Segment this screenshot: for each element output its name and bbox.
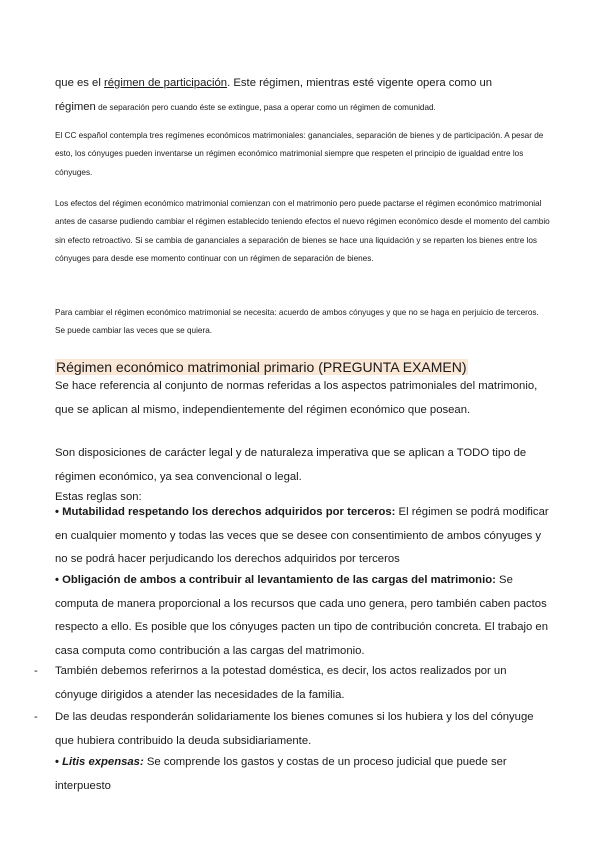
paragraph-reglas-intro: Estas reglas son: xyxy=(55,491,142,503)
dash-item-potestad xyxy=(34,660,554,708)
paragraph-cc-espanol: El CC español contempla tres regímenes económicos matrimoniales: gananciales, separación de bienes y de participación. A pesar de esto, los cónyuges pueden inventarse un régimen económico matrimonial siempre que respeten el principio de igualdad entre los cónyuges. xyxy=(55,131,544,177)
list-item-text: Se computa de manera proporcional a los recursos que cada uno genera, pero también caben pactos respecto a ello. Es posible que los cónyuges pacten un tipo de contribución concreta. El trabajo en casa computa como contribución a las cargas del matrimonio. xyxy=(55,574,548,657)
dash-item-text: De las deudas responderán solidariamente los bienes comunes si los hubiera y los del cónyuge que hubiera contribuido la deuda subsidiariamente. xyxy=(55,711,534,747)
section-heading xyxy=(55,358,550,376)
text-fragment: que es el xyxy=(55,77,104,89)
dash-item-text: También debemos referirnos a la potestad doméstica, es decir, los actos realizados por un cónyuge dirigidos a atender las necesidades de la familia. xyxy=(55,665,507,701)
list-item-title: • Mutabilidad respetando los derechos adquiridos por terceros: xyxy=(55,506,396,518)
text-fragment: . Este régimen, mientras esté vigente opera como un xyxy=(227,77,493,89)
paragraph-efectos-regimen: Los efectos del régimen económico matrimonial comienzan con el matrimonio pero puede pactarse el régimen económico matrimonial antes de casarse pudiendo cambiar el régimen establecido teniendo efectos el nuevo régimen económico desde el momento del cambio sin efecto retroactivo. Si se cambia de gananciales a separación de bienes se hace una liquidación y se reparten los bienes entre los cónyuges para desde ese momento continuar con un régimen de separación de bienes. xyxy=(55,199,550,263)
paragraph-cambiar-regimen: Para cambiar el régimen económico matrimonial se necesita: acuerdo de ambos cónyuges y que no se haga en perjuicio de terceros. Se puede cambiar las veces que se quiera. xyxy=(55,308,539,336)
dash-marker: - xyxy=(34,711,38,723)
text-fragment: régimen xyxy=(55,100,96,113)
list-item-mutabilidad xyxy=(55,501,550,572)
list-item-litis-expensas xyxy=(55,751,550,798)
bullet-marker: • xyxy=(55,756,63,768)
paragraph-regimen-participacion xyxy=(55,72,550,119)
paragraph-disposiciones: Son disposiciones de carácter legal y de naturaleza imperativa que se aplican a TODO tipo de régimen económico, ya sea convencional o legal. xyxy=(55,447,527,483)
list-item-title: Litis expensas: xyxy=(62,756,144,768)
paragraph-definicion: Se hace referencia al conjunto de normas referidas a los aspectos patrimoniales del matrimonio, que se aplican al mismo, independientemente del régimen económico que posean. xyxy=(55,380,538,416)
list-item-text: El régimen se podrá modificar en cualquier momento y todas las veces que se desee con consentimiento de ambos cónyuges y no se podrá hacer perjudicando los derechos adquiridos por terceros xyxy=(55,506,549,565)
list-item-obligacion xyxy=(55,569,550,663)
list-item-text: Se comprende los gastos y costas de un proceso judicial que puede ser interpuesto xyxy=(55,756,507,792)
dash-item-deudas xyxy=(34,706,554,754)
heading-text: Régimen económico matrimonial primario (PREGUNTA EXAMEN) xyxy=(56,359,467,375)
text-fragment: de separación pero cuando éste se extingue, pasa a operar como un régimen de comunidad. xyxy=(95,102,436,112)
dash-marker: - xyxy=(34,665,38,677)
list-item-title: • Obligación de ambos a contribuir al levantamiento de las cargas del matrimonio: xyxy=(55,574,496,586)
underlined-term: régimen de participación xyxy=(104,77,228,89)
